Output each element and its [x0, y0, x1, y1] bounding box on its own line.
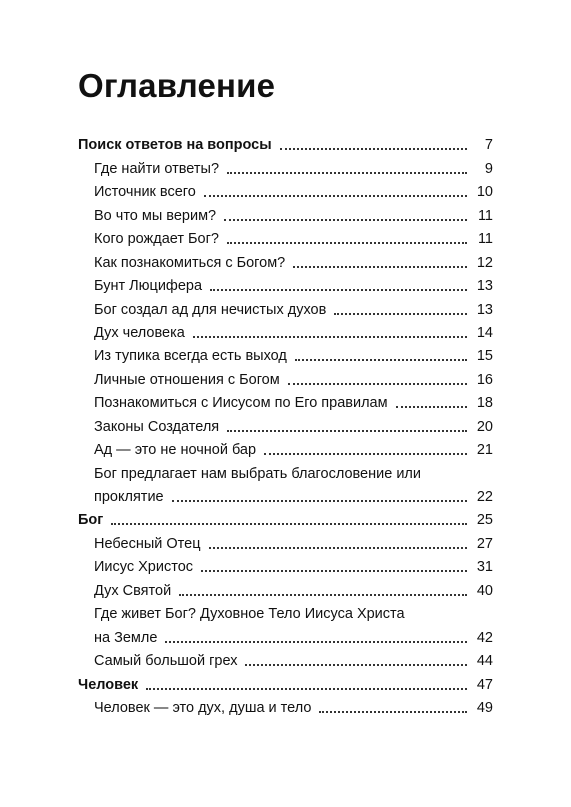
toc-page-number: 22 [476, 489, 493, 505]
dot-leader [146, 678, 467, 690]
toc-entry-title: Дух Святой [94, 582, 172, 599]
toc-entry[interactable] [78, 576, 493, 599]
toc-entry-title: Из тупика всегда есть выход [94, 348, 287, 365]
toc-page-number: 10 [476, 184, 493, 201]
dot-leader [210, 279, 467, 291]
dot-leader [334, 303, 467, 315]
dot-leader [224, 209, 467, 221]
toc-section[interactable] [78, 506, 493, 529]
toc-page-number: 9 [484, 160, 493, 177]
toc-entry-title: Небесный Отец [94, 535, 201, 552]
toc-entry-title: Дух человека [94, 324, 185, 341]
toc-section[interactable] [78, 670, 493, 693]
toc-page-number: 47 [476, 676, 493, 693]
dot-leader [295, 349, 467, 361]
toc-page-number: 27 [476, 535, 493, 552]
toc-entry[interactable] [78, 412, 493, 435]
toc-entry[interactable] [78, 600, 493, 623]
dot-leader [201, 560, 467, 572]
toc-page-number: 25 [476, 512, 493, 529]
toc-entry-title: Бог предлагает нам выбрать благословение или [94, 465, 421, 482]
dot-leader [319, 701, 467, 713]
toc-page-number: 16 [476, 371, 493, 388]
toc-page-number: 13 [476, 301, 493, 318]
toc-entry-title: Законы Создателя [94, 418, 220, 435]
toc-section[interactable] [78, 131, 493, 154]
toc-entry-title: Бог создал ад для нечистых духов [94, 301, 327, 318]
toc-page-number: 13 [476, 278, 493, 295]
toc-entry[interactable] [78, 248, 493, 271]
toc-entry-title: Бунт Люцифера [94, 278, 203, 295]
dot-leader [288, 373, 467, 385]
toc-entry-title: Ад — это не ночной бар [94, 442, 257, 459]
toc-entry-title: Где живет Бог? Духовное Тело Иисуса Христа [94, 606, 405, 623]
dot-leader [165, 631, 467, 643]
dot-leader [227, 162, 467, 174]
toc-page-number: 14 [476, 324, 493, 341]
toc-page-number: 12 [476, 254, 493, 271]
dot-leader [193, 326, 467, 338]
toc-entry-title: Человек — это дух, душа и тело [94, 699, 312, 716]
toc-page-number: 7 [484, 137, 493, 154]
toc-entry[interactable] [78, 436, 493, 459]
toc-entry-title: Где найти ответы? [94, 160, 220, 177]
toc-page-number: 42 [476, 629, 493, 646]
dot-leader [227, 232, 467, 244]
toc-entry[interactable] [78, 272, 493, 295]
toc-section-title: Бог [78, 512, 104, 529]
toc-page-number: 40 [476, 582, 493, 599]
dot-leader [179, 584, 467, 596]
toc-entry[interactable] [78, 694, 493, 717]
toc-entry[interactable] [78, 389, 493, 412]
dot-leader [264, 443, 467, 455]
table-of-contents [78, 131, 493, 717]
toc-section-title: Человек [78, 676, 139, 693]
toc-entry-title-continued: проклятие [94, 489, 164, 505]
toc-page-number: 44 [476, 653, 493, 670]
toc-entry[interactable] [78, 529, 493, 552]
toc-entry-title: Иисус Христос [94, 559, 194, 576]
toc-page-number: 11 [477, 231, 493, 248]
toc-page-number: 15 [476, 348, 493, 365]
toc-page-number: 31 [476, 559, 493, 576]
dot-leader [396, 396, 467, 408]
dot-leader [111, 513, 467, 525]
toc-entry[interactable] [78, 178, 493, 201]
toc-entry[interactable] [78, 647, 493, 670]
toc-section-title: Поиск ответов на вопросы [78, 137, 272, 154]
toc-entry-continuation[interactable] [78, 623, 493, 646]
toc-entry-title: Личные отношения с Богом [94, 371, 280, 388]
toc-entry[interactable] [78, 295, 493, 318]
toc-entry[interactable] [78, 459, 493, 482]
dot-leader [172, 490, 467, 502]
toc-page-number: 49 [476, 699, 493, 716]
dot-leader [245, 654, 467, 666]
toc-page-number: 18 [476, 395, 493, 412]
toc-page-number: 11 [477, 207, 493, 224]
toc-entry-title: Как познакомиться с Богом? [94, 254, 286, 271]
toc-entry-title: Кого рождает Бог? [94, 231, 219, 248]
toc-entry[interactable] [78, 201, 493, 224]
dot-leader [293, 256, 467, 268]
toc-page-number: 21 [476, 442, 493, 459]
toc-page-number: 20 [476, 418, 493, 435]
toc-entry-title-continued: на Земле [94, 629, 158, 646]
toc-entry[interactable] [78, 225, 493, 248]
toc-entry-title: Самый большой грех [94, 653, 238, 670]
dot-leader [227, 420, 467, 432]
page-title: Оглавление [78, 67, 276, 104]
toc-entry-continuation[interactable] [78, 483, 493, 506]
dot-leader [209, 537, 467, 549]
dot-leader [280, 138, 467, 150]
toc-entry-title: Источник всего [94, 184, 196, 201]
toc-entry[interactable] [78, 365, 493, 388]
toc-entry[interactable] [78, 154, 493, 177]
toc-entry-title: Во что мы верим? [94, 207, 217, 224]
toc-entry[interactable] [78, 553, 493, 576]
dot-leader [204, 185, 467, 197]
toc-entry-title: Познакомиться с Иисусом по Его правилам [94, 395, 388, 412]
toc-entry[interactable] [78, 319, 493, 342]
toc-entry[interactable] [78, 342, 493, 365]
